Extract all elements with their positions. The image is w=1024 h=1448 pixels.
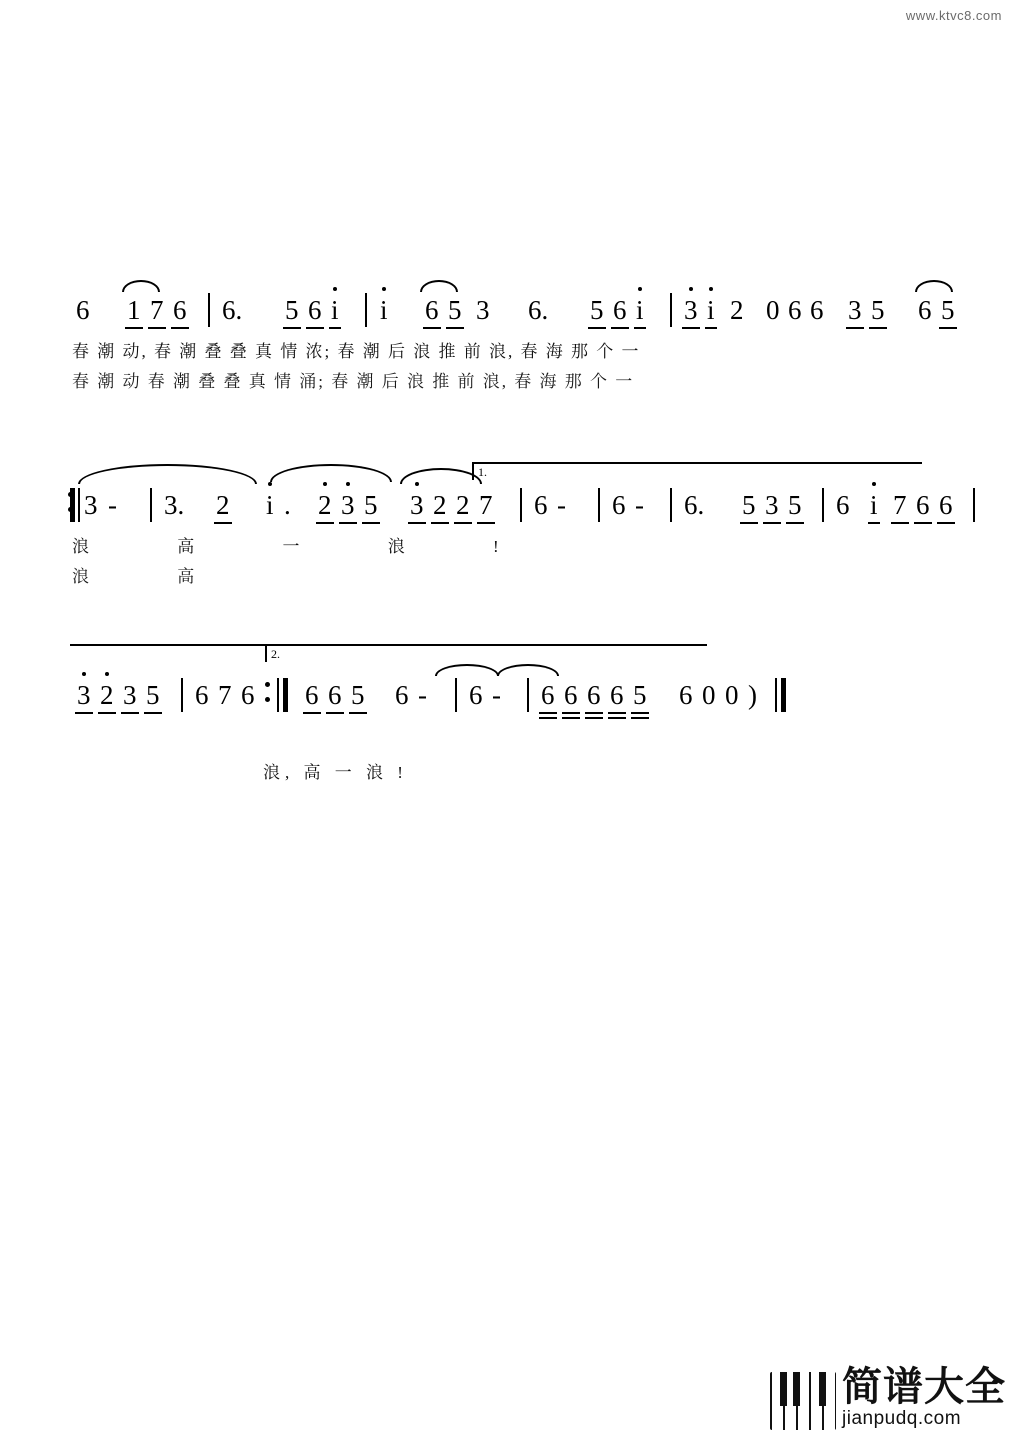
lyrics-line-2: 春 潮 动 春 潮 叠 叠 真 情 涌; 春 潮 后 浪 推 前 浪, 春 海 那 个 一 xyxy=(72,372,635,391)
note: 6 xyxy=(564,680,578,710)
note-row-1 xyxy=(70,295,955,341)
barline xyxy=(365,293,367,327)
note-duration-dash: - xyxy=(108,490,117,520)
repeat-dots xyxy=(265,682,270,702)
note-duration-dash: - xyxy=(418,680,427,710)
barline xyxy=(150,488,152,522)
note: 7 xyxy=(150,295,164,325)
note: 3. xyxy=(164,490,185,520)
barline xyxy=(822,488,824,522)
note-duration-dash: - xyxy=(492,680,501,710)
note: 2 xyxy=(730,295,744,325)
note: 5 xyxy=(742,490,756,520)
slur xyxy=(400,468,482,484)
note: 5 xyxy=(590,295,604,325)
slur xyxy=(915,280,953,292)
volta-bracket-1 xyxy=(472,462,922,480)
note: 3 xyxy=(765,490,779,520)
note: 5 xyxy=(146,680,160,710)
music-system-2 xyxy=(70,465,953,586)
note: 3 xyxy=(77,680,91,710)
note: 3 xyxy=(684,295,698,325)
note: 6 xyxy=(328,680,342,710)
note: i xyxy=(707,295,715,325)
note: 6 xyxy=(610,680,624,710)
note: 5 xyxy=(941,295,955,325)
logo-url: jianpudq.com xyxy=(842,1408,962,1429)
final-barline xyxy=(781,678,786,712)
note: i xyxy=(870,490,878,520)
note: 6 xyxy=(395,680,409,710)
repeat-dots xyxy=(68,492,73,512)
note: ) xyxy=(748,680,757,710)
note: 6 xyxy=(788,295,802,325)
note: 6 xyxy=(534,490,548,520)
note: 6. xyxy=(684,490,705,520)
volta-number: 2. xyxy=(271,647,280,661)
note-row-2 xyxy=(70,490,953,536)
barline xyxy=(973,488,975,522)
note: 5 xyxy=(285,295,299,325)
note: 2 xyxy=(318,490,332,520)
note: 6 xyxy=(425,295,439,325)
barline xyxy=(670,488,672,522)
note: i xyxy=(380,295,388,325)
note: 6 xyxy=(836,490,850,520)
music-system-1 xyxy=(70,295,955,391)
note: i xyxy=(331,295,339,325)
note: 6 xyxy=(76,295,90,325)
volta-bracket-2 xyxy=(265,644,707,662)
note: 5 xyxy=(788,490,802,520)
note: 5 xyxy=(633,680,647,710)
note: 0 xyxy=(766,295,780,325)
note: 5 xyxy=(871,295,885,325)
barline xyxy=(181,678,183,712)
note: 3 xyxy=(848,295,862,325)
barline xyxy=(455,678,457,712)
note: 3 xyxy=(123,680,137,710)
note: 2 xyxy=(100,680,114,710)
slur xyxy=(435,664,499,676)
slur xyxy=(420,280,458,292)
slur xyxy=(122,280,160,292)
lyrics-line-1: 浪, 高 一 浪 ! xyxy=(263,763,408,782)
slur xyxy=(270,464,392,482)
barline xyxy=(520,488,522,522)
note: 6 xyxy=(195,680,209,710)
slur xyxy=(78,464,257,484)
note: 6 xyxy=(587,680,601,710)
note: 6 xyxy=(810,295,824,325)
lyrics-line-1: 春 潮 动, 春 潮 叠 叠 真 情 浓; 春 潮 后 浪 推 前 浪, 春 海 那 个 一 xyxy=(72,342,641,361)
note: 1 xyxy=(127,295,141,325)
note: 7 xyxy=(218,680,232,710)
note: 6 xyxy=(613,295,627,325)
note: 7 xyxy=(479,490,493,520)
note: 6 xyxy=(173,295,187,325)
note: 3 xyxy=(476,295,490,325)
barline xyxy=(670,293,672,327)
note: 6 xyxy=(241,680,255,710)
barline xyxy=(775,678,777,712)
barline xyxy=(208,293,210,327)
note-duration-dash: - xyxy=(557,490,566,520)
note: 3 xyxy=(341,490,355,520)
note: 6 xyxy=(469,680,483,710)
note: 5 xyxy=(364,490,378,520)
barline xyxy=(598,488,600,522)
note: 6 xyxy=(612,490,626,520)
note: 3 xyxy=(84,490,98,520)
barline xyxy=(277,678,279,712)
note: 2 xyxy=(456,490,470,520)
note-row-3 xyxy=(65,680,925,726)
top-watermark: www.ktvc8.com xyxy=(905,8,1002,23)
volta-number: 1. xyxy=(478,465,487,479)
note: 6. xyxy=(222,295,243,325)
note: i xyxy=(266,490,274,520)
note: 5 xyxy=(351,680,365,710)
logo-title: 简谱大全 xyxy=(842,1364,1006,1410)
note: 2 xyxy=(433,490,447,520)
note: 6 xyxy=(918,295,932,325)
slur xyxy=(497,664,559,676)
note: 5 xyxy=(448,295,462,325)
barline xyxy=(527,678,529,712)
site-logo xyxy=(770,1364,1006,1430)
note: 6 xyxy=(305,680,319,710)
note-duration-dash: - xyxy=(635,490,644,520)
note: 6 xyxy=(916,490,930,520)
note: 2 xyxy=(216,490,230,520)
lyrics-line-2: 浪 高 xyxy=(72,567,237,586)
note: 3 xyxy=(410,490,424,520)
note: 0 xyxy=(725,680,739,710)
note: 7 xyxy=(893,490,907,520)
note: i xyxy=(636,295,644,325)
note: 6 xyxy=(679,680,693,710)
note: 6. xyxy=(528,295,549,325)
volta-bracket-1-end xyxy=(70,644,267,662)
note: 6 xyxy=(541,680,555,710)
note: 6 xyxy=(308,295,322,325)
note-dot: . xyxy=(284,490,291,520)
note: 6 xyxy=(939,490,953,520)
note: 0 xyxy=(702,680,716,710)
music-system-3 xyxy=(65,647,925,782)
barline xyxy=(78,488,80,522)
lyrics-line-1: 浪 高 一 浪 ! xyxy=(72,537,541,556)
piano-icon xyxy=(770,1372,836,1430)
repeat-end-barline xyxy=(283,678,288,712)
